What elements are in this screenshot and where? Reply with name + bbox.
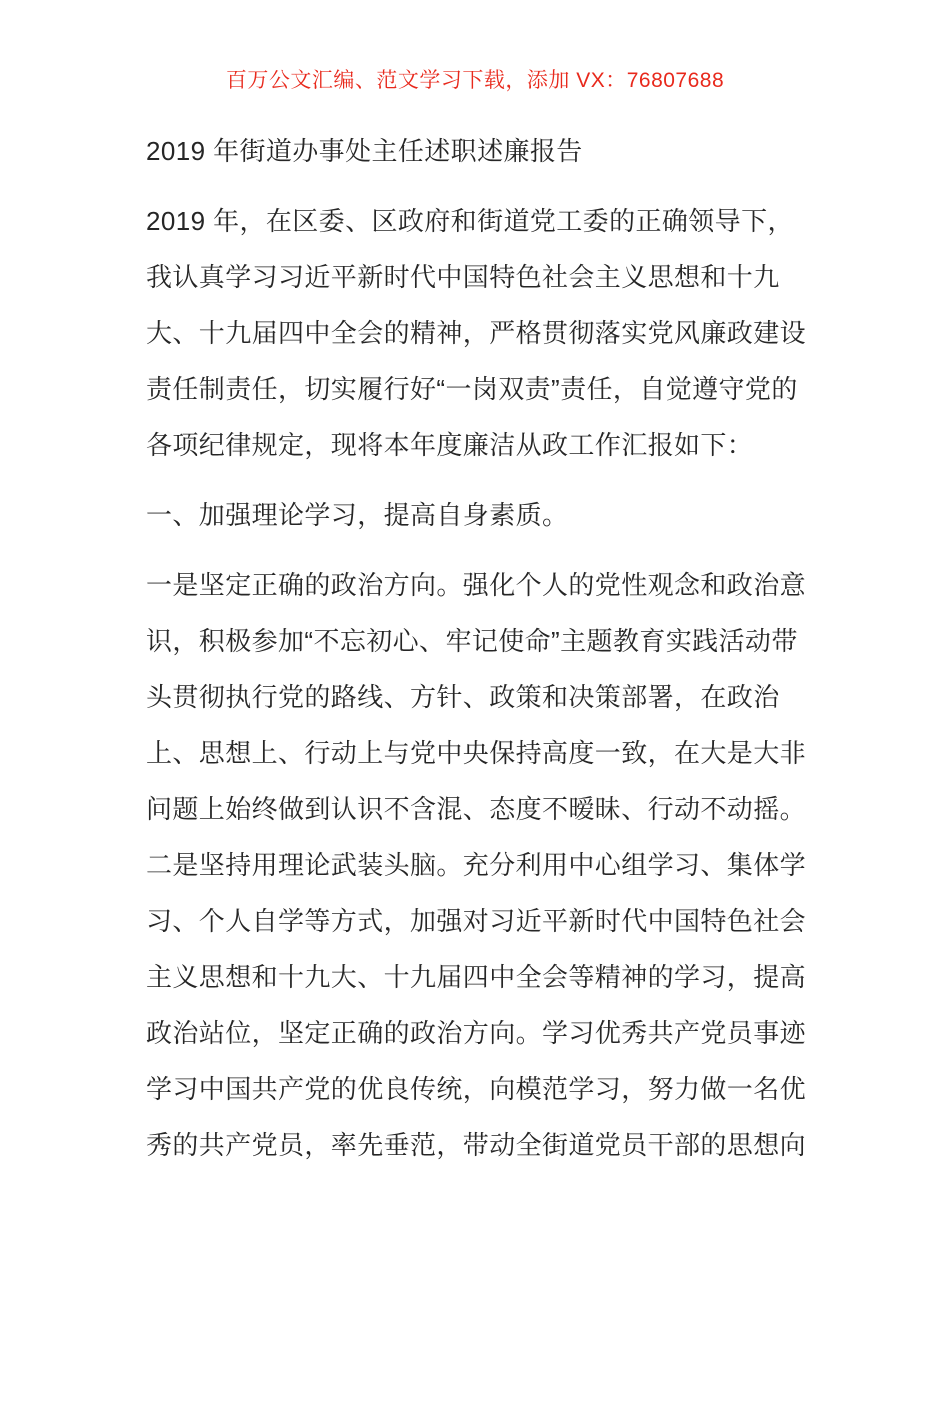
promo-banner: 百万公文汇编、范文学习下载，添加 VX：76807688 xyxy=(225,69,725,92)
paragraph-section-1-body: 一是坚定正确的政治方向。强化个人的党性观念和政治意识，积极参加“不忘初心、牢记使命”主题教育实践活动带头贯彻执行党的路线、方针、政策和决策部署，在政治上、思想上、行动上与党中央保持高度一致，在大是大非问题上始终做到认识不含混、态度不暧昧、行动不动摇。二是坚持用理论武装头脑。充分利用中心组学习、集体学习、个人自学等方式，加强对习近平新时代中国特色社会主义思想和十九大、十九届四中全会等精神的学习，提高政治站位，坚定正确的政治方向。学习优秀共产党员事迹学习中国共产党的优良传统，向模范学习，努力做一名优秀的共产党员，率先垂范，带动全街道党员干部的思想向 xyxy=(146,570,807,1160)
document-title: 2019 年街道办事处主任述职述廉报告 xyxy=(146,136,583,166)
document-page xyxy=(0,66,950,1410)
paragraph-intro: 2019 年，在区委、区政府和街道党工委的正确领导下，我认真学习习近平新时代中国特色社会主义思想和十九大、十九届四中全会的精神，严格贯彻落实党风廉政建设责任制责任，切实履行好“一岗双责”责任，自觉遵守党的各项纪律规定，现将本年度廉洁从政工作汇报如下： xyxy=(146,206,807,460)
section-heading-1: 一、加强理论学习，提高自身素质。 xyxy=(146,500,569,530)
document-body xyxy=(146,123,812,1173)
